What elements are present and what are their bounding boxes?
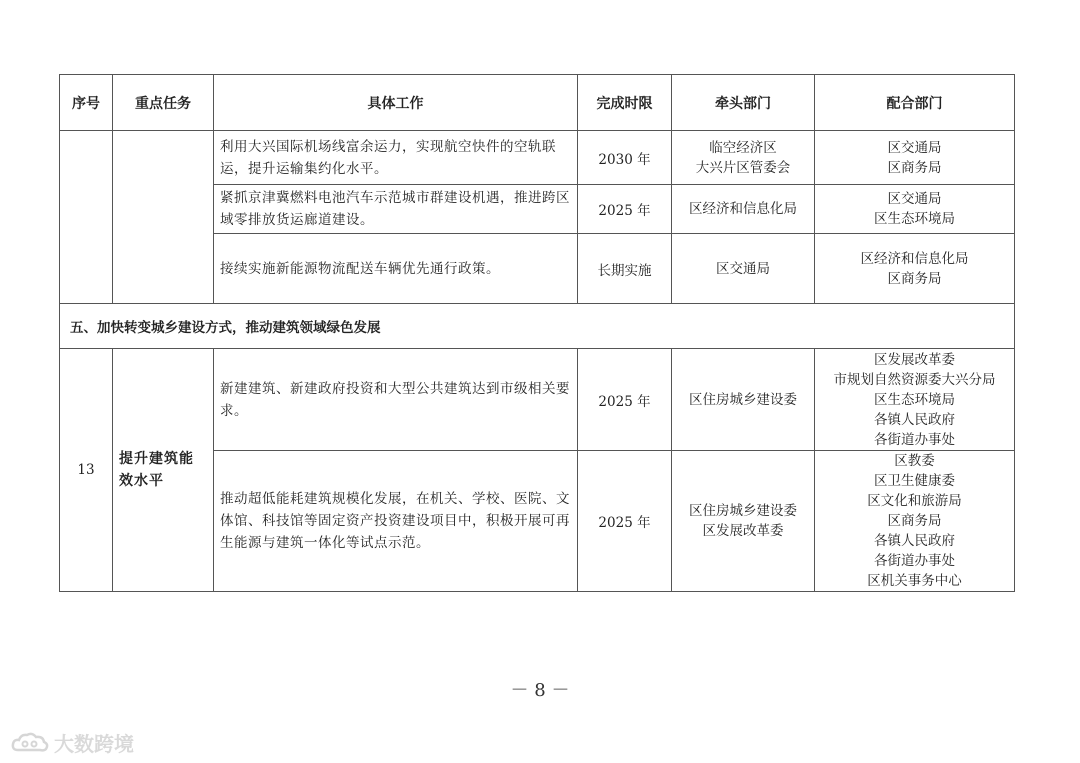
work-cell: 紧抓京津冀燃料电池汽车示范城市群建设机遇，推进跨区域零排放货运廊道建设。 — [214, 185, 578, 234]
deadline-cell: 2030 年 — [578, 131, 672, 185]
deadline-cell: 2025 年 — [578, 185, 672, 234]
key-task: 提升建筑能效水平 — [113, 349, 214, 592]
lead-cell — [672, 185, 815, 234]
work-cell: 利用大兴国际机场线富余运力，实现航空快件的空轨联运，提升运输集约化水平。 — [214, 131, 578, 185]
header-deadline: 完成时限 — [578, 75, 672, 131]
coop-dept: 区生态环境局 — [874, 211, 955, 227]
coop-dept: 区商务局 — [887, 159, 942, 176]
section-title: 五、加快转变城乡建设方式，推动建筑领域绿色发展 — [60, 304, 1015, 349]
coop-dept: 区卫生健康委 — [874, 473, 955, 489]
lead-dept: 区住房城乡建设委 — [689, 503, 797, 519]
lead-dept: 大兴片区管委会 — [695, 159, 791, 176]
lead-dept: 区发展改革委 — [702, 523, 784, 539]
coop-cell — [815, 131, 1015, 185]
table-header-row — [60, 75, 1015, 131]
header-number: 序号 — [60, 75, 113, 131]
work-cell: 推动超低能耗建筑规模化发展，在机关、学校、医院、文体馆、科技馆等固定资产投资建设项目中，积极开展可再生能源与建筑一体化等试点示范。 — [214, 451, 578, 592]
coop-cell — [815, 234, 1015, 304]
deadline-cell: 2025 年 — [578, 349, 672, 451]
coop-cell — [815, 349, 1015, 451]
page-number: － 8 － — [510, 680, 570, 701]
lead-dept: 区住房城乡建设委 — [689, 391, 797, 408]
number-cell-empty — [60, 131, 113, 304]
deadline-cell: 2025 年 — [578, 451, 672, 592]
lead-cell — [672, 349, 815, 451]
coop-dept: 区机关事务中心 — [867, 573, 962, 589]
work-cell: 新建建筑、新建政府投资和大型公共建筑达到市级相关要求。 — [214, 349, 578, 451]
coop-dept: 区发展改革委 — [874, 351, 955, 368]
coop-dept: 区生态环境局 — [874, 391, 955, 408]
coop-dept: 区商务局 — [887, 513, 942, 529]
task-cell-empty — [113, 131, 214, 304]
coop-cell — [815, 185, 1015, 234]
table-row — [60, 131, 1015, 185]
header-lead-dept: 牵头部门 — [672, 75, 815, 131]
lead-cell — [672, 451, 815, 592]
work-plan-table — [59, 74, 1015, 592]
coop-dept: 区经济和信息化局 — [860, 250, 969, 267]
coop-dept: 各街道办事处 — [874, 431, 955, 448]
watermark-text: 大数跨境 — [54, 732, 134, 756]
work-cell: 接续实施新能源物流配送车辆优先通行政策。 — [214, 234, 578, 304]
coop-dept: 区交通局 — [887, 191, 942, 207]
coop-dept: 各镇人民政府 — [874, 533, 955, 549]
coop-dept: 区商务局 — [887, 270, 942, 287]
coop-dept: 区文化和旅游局 — [867, 493, 962, 509]
coop-dept: 区教委 — [894, 453, 935, 469]
coop-dept: 市规划自然资源委大兴分局 — [833, 371, 996, 388]
lead-cell — [672, 234, 815, 304]
header-coop-dept: 配合部门 — [815, 75, 1015, 131]
lead-dept: 区经济和信息化局 — [689, 201, 797, 217]
coop-dept: 各街道办事处 — [874, 553, 955, 569]
lead-cell — [672, 131, 815, 185]
cloud-logo-icon — [10, 730, 50, 756]
section-row — [60, 304, 1015, 349]
lead-dept: 临空经济区 — [709, 139, 777, 156]
header-specific-work: 具体工作 — [214, 75, 578, 131]
table-row — [60, 349, 1015, 451]
coop-dept: 各镇人民政府 — [874, 411, 955, 428]
watermark — [10, 728, 134, 757]
lead-dept: 区交通局 — [716, 260, 770, 277]
coop-dept: 区交通局 — [887, 139, 942, 156]
deadline-cell: 长期实施 — [578, 234, 672, 304]
coop-cell — [815, 451, 1015, 592]
header-key-task: 重点任务 — [113, 75, 214, 131]
item-number: 13 — [60, 349, 113, 592]
